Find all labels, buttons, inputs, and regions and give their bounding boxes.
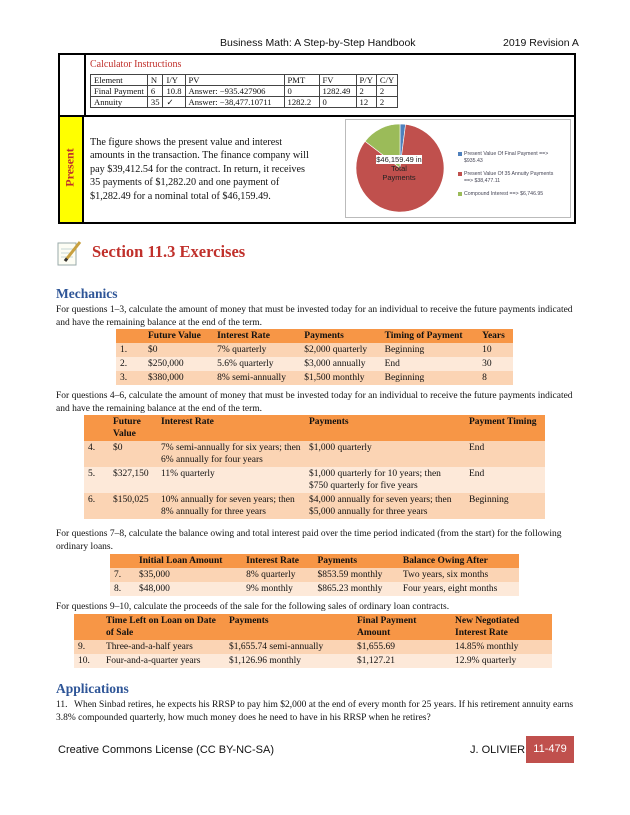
cell: 30 xyxy=(478,357,513,371)
question-number: 11. xyxy=(56,700,68,710)
q4-6-instructions: For questions 4–6, calculate the amount of money that must be invested today for an individual to receive the future payments indicated and have the remaining balance at the end of the term. xyxy=(56,391,573,414)
calc-col-element: Element xyxy=(91,75,148,86)
pie-chart-panel xyxy=(345,119,571,218)
legend-text: Present Value Of 35 Annuity Payments xyxy=(464,171,554,177)
question-text: When Sinbad retires, he expects his RRSP to pay him $2,000 at the end of every month for 25 years. If his retirement annuity earns 3.8% compounded quarterly, how much money does he need to have in his RRSP when he retires? xyxy=(56,700,574,723)
table-row xyxy=(84,493,545,519)
cell: 4. xyxy=(84,441,109,467)
legend-item-final-payment xyxy=(458,151,568,165)
page-number: 11-479 xyxy=(526,736,574,763)
col-number xyxy=(110,554,135,568)
col-payments: Payments xyxy=(305,415,465,441)
cell: $0 xyxy=(109,441,157,467)
legend-value: $935.43 xyxy=(464,158,483,164)
cell: Two years, six months xyxy=(399,568,519,582)
book-title: Business Math: A Step-by-Step Handbook xyxy=(220,37,416,49)
exercise-table-4-6 xyxy=(84,415,545,519)
calc-cell: 0 xyxy=(319,97,356,108)
cell: 1. xyxy=(116,343,144,357)
present-label: Present xyxy=(62,148,77,187)
col-new-rate: New Negotiated Interest Rate xyxy=(451,614,552,640)
section-title: Section 11.3 Exercises xyxy=(92,242,246,261)
cell: Four-and-a-quarter years xyxy=(102,654,225,668)
pie-center-label xyxy=(366,155,432,182)
col-interest-rate: Interest Rate xyxy=(213,329,300,343)
pie-center-line2: Total xyxy=(391,164,407,173)
cell: 2. xyxy=(116,357,144,371)
pie-center-line1: $46,159.49 in xyxy=(376,155,422,164)
cell: $150,025 xyxy=(109,493,157,519)
table-row xyxy=(116,371,513,385)
col-timing: Timing of Payment xyxy=(381,329,479,343)
col-interest-rate: Interest Rate xyxy=(242,554,313,568)
calc-cell: 1282.2 xyxy=(284,97,319,108)
calculator-instructions-box xyxy=(58,53,576,117)
calc-cell: 0 xyxy=(284,86,319,97)
present-box xyxy=(58,117,576,224)
calc-cell: 1282.49 xyxy=(319,86,356,97)
cell: $1,126.96 monthly xyxy=(225,654,353,668)
calc-cell: Answer: −38,477.10711 xyxy=(185,97,284,108)
cell: Four years, eight months xyxy=(399,582,519,596)
table-row xyxy=(84,441,545,467)
cell: End xyxy=(465,441,545,467)
question-11 xyxy=(56,699,586,724)
cell: $1,000 quarterly for 10 years; then $750 quarterly for five years xyxy=(305,467,465,493)
cell: $1,655.69 xyxy=(353,640,451,654)
cell: 9% monthly xyxy=(242,582,313,596)
cell: 8 xyxy=(478,371,513,385)
calc-col-py: P/Y xyxy=(356,75,376,86)
cell: $2,000 quarterly xyxy=(300,343,380,357)
legend-item-compound-interest xyxy=(458,191,568,198)
revision-label: 2019 Revision A xyxy=(503,37,579,49)
calc-row xyxy=(91,86,398,97)
col-future-value: Future Value xyxy=(109,415,157,441)
col-balance-after: Balance Owing After xyxy=(399,554,519,568)
notepad-pencil-icon xyxy=(56,239,82,267)
cell: Beginning xyxy=(381,343,479,357)
cell: 6. xyxy=(84,493,109,519)
calc-cell: 10.8 xyxy=(163,86,185,97)
legend-value: ==> $38,477.11 xyxy=(464,178,501,184)
mechanics-heading: Mechanics xyxy=(56,286,118,301)
q1-3-instructions: For questions 1–3, calculate the amount of money that must be invested today for an individual to receive the future payments indicated and have the remaining balance at the end of the term. xyxy=(56,305,573,328)
cell: 10% annually for seven years; then 8% annually for three years xyxy=(157,493,305,519)
table-row xyxy=(74,640,552,654)
cell: Beginning xyxy=(465,493,545,519)
col-time-left: Time Left on Loan on Date of Sale xyxy=(102,614,225,640)
calc-cell: 2 xyxy=(376,86,397,97)
table-header-row xyxy=(110,554,519,568)
cell: 8% semi-annually xyxy=(213,371,300,385)
col-interest-rate: Interest Rate xyxy=(157,415,305,441)
cell: 5.6% quarterly xyxy=(213,357,300,371)
calc-cell: Final Payment xyxy=(91,86,148,97)
calc-cell: Annuity xyxy=(91,97,148,108)
cell: Three-and-a-half years xyxy=(102,640,225,654)
col-payments: Payments xyxy=(300,329,380,343)
table-row xyxy=(84,467,545,493)
exercise-table-7-8 xyxy=(110,554,519,596)
cell: 7. xyxy=(110,568,135,582)
calc-cell: ✓ xyxy=(163,97,185,108)
cell: $1,500 monthly xyxy=(300,371,380,385)
exercise-table-1-3 xyxy=(116,329,513,385)
cell: $853.59 monthly xyxy=(313,568,398,582)
calc-col-cy: C/Y xyxy=(376,75,397,86)
calc-col-pv: PV xyxy=(185,75,284,86)
calc-side-strip xyxy=(60,55,86,115)
pie-center-line3: Payments xyxy=(382,173,416,182)
cell: End xyxy=(465,467,545,493)
present-description: The figure shows the present value and interest amounts in the transaction. The finance company will pay $39,412.54 for the contract. In return, it receives 35 payments of $1,282.20 and one payment of $1,282.49 for a nominal total of $46,159.49. xyxy=(90,137,309,202)
q9-10-instructions: For questions 9–10, calculate the proceeds of the sale for the following sales of ordinary loan contracts. xyxy=(56,602,450,612)
calc-col-pmt: PMT xyxy=(284,75,319,86)
calc-cell: 2 xyxy=(356,86,376,97)
legend-swatch xyxy=(458,192,462,196)
calc-cell: 2 xyxy=(376,97,397,108)
col-future-value: Future Value xyxy=(144,329,213,343)
calc-col-n: N xyxy=(147,75,163,86)
col-number xyxy=(74,614,102,640)
cell: $380,000 xyxy=(144,371,213,385)
col-final-payment: Final Payment Amount xyxy=(353,614,451,640)
col-initial-loan: Initial Loan Amount xyxy=(135,554,242,568)
cell: 11% quarterly xyxy=(157,467,305,493)
calc-cell: 35 xyxy=(147,97,163,108)
cell: 8% quarterly xyxy=(242,568,313,582)
cell: 10 xyxy=(478,343,513,357)
calc-title: Calculator Instructions xyxy=(90,59,182,70)
cell: 7% quarterly xyxy=(213,343,300,357)
table-row xyxy=(74,654,552,668)
cell: 5. xyxy=(84,467,109,493)
cell: $0 xyxy=(144,343,213,357)
table-row xyxy=(116,343,513,357)
q7-8-instructions: For questions 7–8, calculate the balance owing and total interest paid over the time period indicated (from the start) for the following ordinary loans. xyxy=(56,529,562,552)
cell: End xyxy=(381,357,479,371)
table-header-row xyxy=(84,415,545,441)
cell: 12.9% quarterly xyxy=(451,654,552,668)
cell: Beginning xyxy=(381,371,479,385)
cell: $3,000 annually xyxy=(300,357,380,371)
table-header-row xyxy=(74,614,552,640)
cell: 8. xyxy=(110,582,135,596)
cell: 7% semi-annually for six years; then 6% annually for four years xyxy=(157,441,305,467)
table-row xyxy=(110,568,519,582)
legend-item-annuity-payments xyxy=(458,171,568,185)
cell: 10. xyxy=(74,654,102,668)
cell: 3. xyxy=(116,371,144,385)
cell: 14.85% monthly xyxy=(451,640,552,654)
cell: $1,127.21 xyxy=(353,654,451,668)
cell: $1,000 quarterly xyxy=(305,441,465,467)
cell: $4,000 annually for seven years; then $5,000 annually for three years xyxy=(305,493,465,519)
legend-text: Compound Interest ==> $6,746.95 xyxy=(464,191,544,197)
col-payments: Payments xyxy=(313,554,398,568)
present-side-strip xyxy=(60,117,84,222)
col-years: Years xyxy=(478,329,513,343)
calc-col-iy: I/Y xyxy=(163,75,185,86)
cell: $48,000 xyxy=(135,582,242,596)
col-number xyxy=(116,329,144,343)
cell: $250,000 xyxy=(144,357,213,371)
calc-col-fv: FV xyxy=(319,75,356,86)
cell: $35,000 xyxy=(135,568,242,582)
col-payment-timing: Payment Timing xyxy=(465,415,545,441)
calc-cell: Answer: −935.427906 xyxy=(185,86,284,97)
calc-cell: 6 xyxy=(147,86,163,97)
col-payments: Payments xyxy=(225,614,353,640)
table-row xyxy=(116,357,513,371)
calc-table xyxy=(90,74,398,108)
calc-cell: 12 xyxy=(356,97,376,108)
table-row xyxy=(110,582,519,596)
legend-text: Present Value Of Final Payment ==> xyxy=(464,151,549,157)
cell: $1,655.74 semi-annually xyxy=(225,640,353,654)
col-number xyxy=(84,415,109,441)
cell: $865.23 monthly xyxy=(313,582,398,596)
calc-header-row xyxy=(91,75,398,86)
exercise-table-9-10 xyxy=(74,614,552,668)
cell: 9. xyxy=(74,640,102,654)
legend-swatch xyxy=(458,172,462,176)
author-name: J. OLIVIER xyxy=(470,744,526,756)
calc-row xyxy=(91,97,398,108)
legend-swatch xyxy=(458,152,462,156)
cell: $327,150 xyxy=(109,467,157,493)
applications-heading: Applications xyxy=(56,681,129,696)
license-text: Creative Commons License (CC BY-NC-SA) xyxy=(58,744,274,756)
table-header-row xyxy=(116,329,513,343)
